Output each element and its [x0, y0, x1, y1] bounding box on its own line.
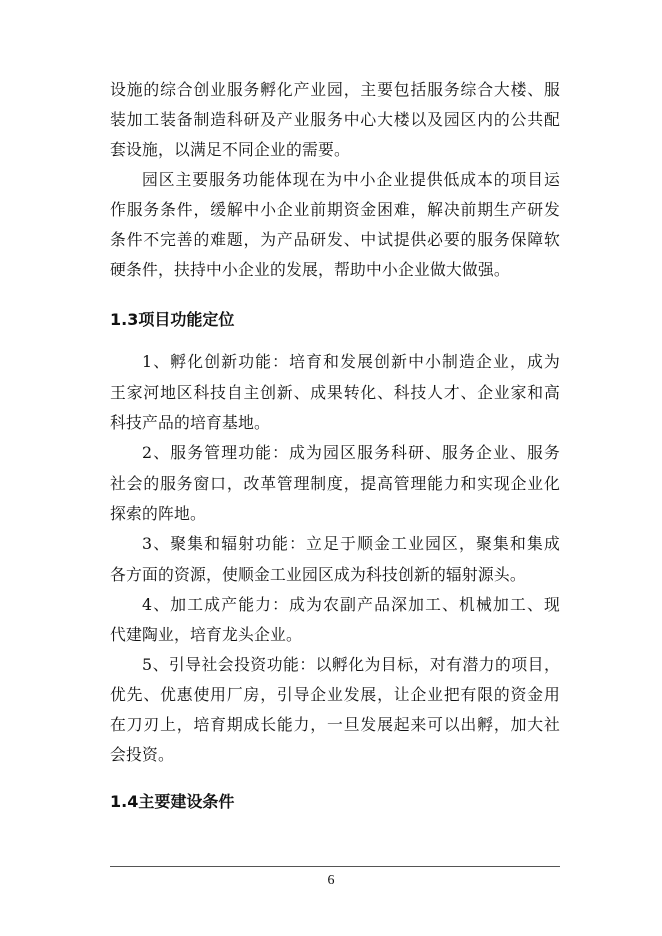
function-5-line-3: 在刀刃上，培育期成长能力，一旦发展起来可以出孵，加大社	[110, 715, 560, 734]
paragraph-1-line-3: 套设施，以满足不同企业的需要。	[110, 140, 350, 159]
function-1-line-1: 1、孵化创新功能：培育和发展创新中小制造企业，成为	[142, 352, 560, 371]
page-number: 6	[327, 873, 335, 888]
function-2-line-3: 探索的阵地。	[110, 504, 206, 523]
paragraph-2-line-1: 园区主要服务功能体现在为中小企业提供低成本的项目运	[142, 170, 560, 189]
function-4-line-1: 4、加工成产能力：成为农副产品深加工、机械加工、现	[142, 595, 560, 614]
paragraph-2-line-2: 作服务条件，缓解中小企业前期资金困难，解决前期生产研发	[110, 200, 560, 219]
paragraph-1-line-2: 装加工装备制造科研及产业服务中心大楼以及园区内的公共配	[110, 110, 560, 129]
paragraph-2-line-4: 硬条件，扶持中小企业的发展，帮助中小企业做大做强。	[110, 260, 510, 279]
section-heading-1-4: 1.4主要建设条件	[110, 792, 235, 811]
section-heading-1-3: 1.3项目功能定位	[110, 310, 235, 329]
function-5-line-1: 5、引导社会投资功能：以孵化为目标，对有潜力的项目，	[142, 655, 560, 674]
function-5-line-2: 优先、优惠使用厂房，引导企业发展，让企业把有限的资金用	[110, 685, 560, 704]
function-2-line-1: 2、服务管理功能：成为园区服务科研、服务企业、服务	[142, 443, 560, 462]
function-3-line-2: 各方面的资源，使顺金工业园区成为科技创新的辐射源头。	[110, 565, 526, 584]
footer-divider	[110, 866, 560, 867]
function-3-line-1: 3、聚集和辐射功能：立足于顺金工业园区，聚集和集成	[142, 534, 560, 553]
function-5-line-4: 会投资。	[110, 745, 174, 764]
function-2-line-2: 社会的服务窗口，改革管理制度，提高管理能力和实现企业化	[110, 474, 560, 493]
paragraph-2-line-3: 条件不完善的难题，为产品研发、中试提供必要的服务保障软	[110, 230, 560, 249]
paragraph-1-line-1: 设施的综合创业服务孵化产业园，主要包括服务综合大楼、服	[110, 80, 560, 99]
function-4-line-2: 代建陶业，培育龙头企业。	[110, 625, 302, 644]
function-1-line-3: 科技产品的培育基地。	[110, 413, 270, 432]
function-1-line-2: 王家河地区科技自主创新、成果转化、科技人才、企业家和高	[110, 383, 560, 402]
